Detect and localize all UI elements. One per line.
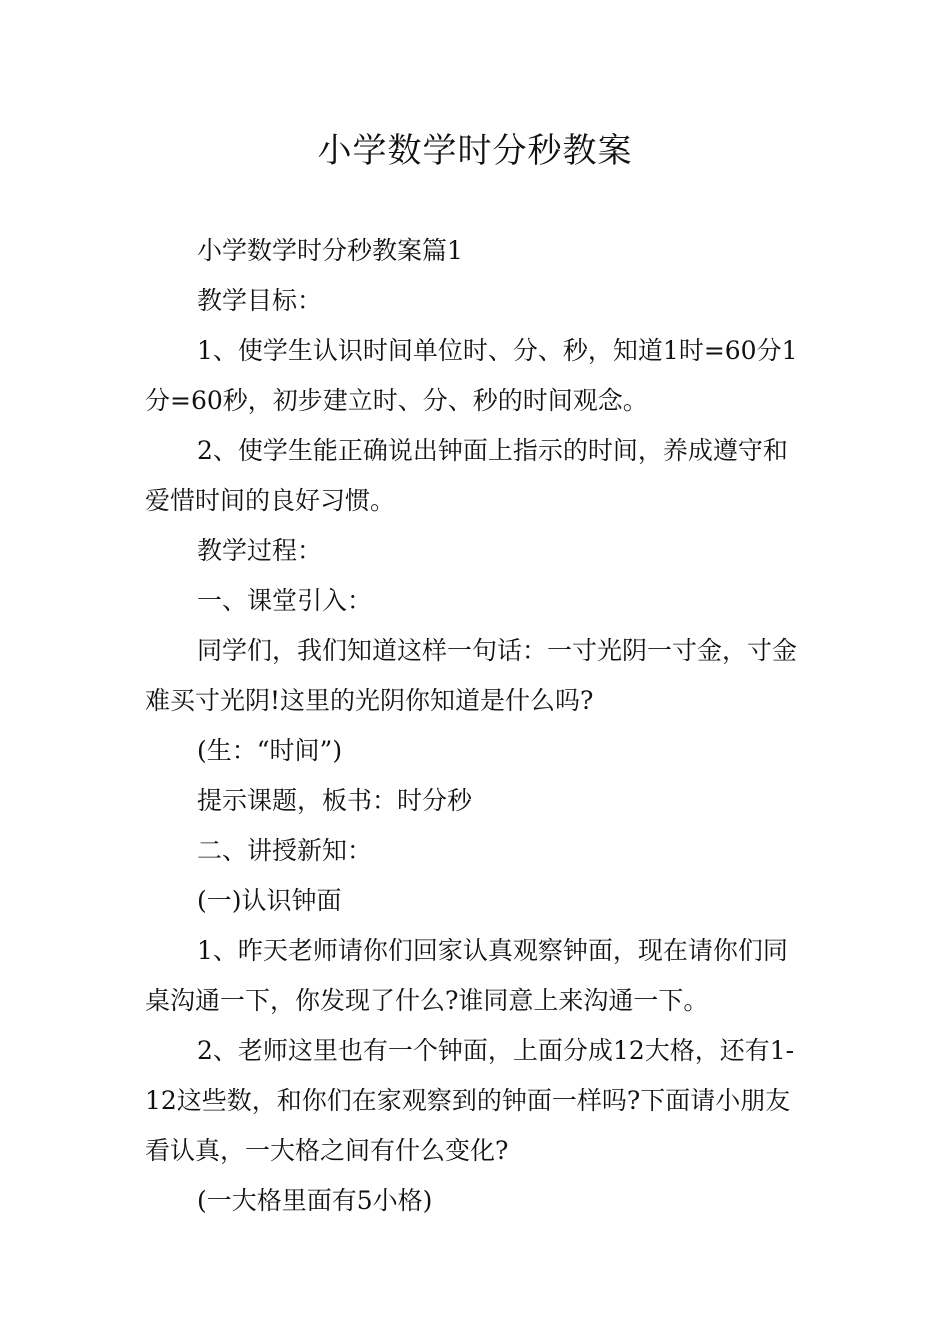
paragraph: (一)认识钟面 [197, 886, 342, 915]
paragraph: (生：“时间”) [197, 736, 343, 765]
paragraph: 同学们，我们知道这样一句话：一寸光阴一寸金，寸金难买寸光阴!这里的光阴你知道是什么吗? [145, 636, 798, 715]
paragraph: 1、昨天老师请你们回家认真观察钟面，现在请你们同桌沟通一下，你发现了什么?谁同意上来沟通一下。 [145, 936, 788, 1015]
paragraph: 小学数学时分秒教案篇1 [197, 236, 463, 265]
paragraph: 教学目标： [197, 286, 323, 315]
paragraph: 一、课堂引入： [197, 586, 373, 615]
paragraph: 2、老师这里也有一个钟面，上面分成12大格，还有1-12这些数，和你们在家观察到的钟面一样吗?下面请小朋友看认真，一大格之间有什么变化? [145, 1036, 795, 1165]
paragraph: 1、使学生认识时间单位时、分、秒，知道1时=60分1分=60秒，初步建立时、分、秒的时间观念。 [145, 336, 798, 415]
paragraph: (一大格里面有5小格) [197, 1186, 433, 1215]
document-title: 小学数学时分秒教案 [317, 131, 633, 171]
document-body [145, 226, 807, 1226]
paragraph: 2、使学生能正确说出钟面上指示的时间，养成遵守和爱惜时间的良好习惯。 [145, 436, 788, 515]
paragraph: 二、讲授新知： [197, 836, 373, 865]
paragraph: 提示课题，板书：时分秒 [197, 786, 473, 815]
paragraph: 教学过程： [197, 536, 323, 565]
